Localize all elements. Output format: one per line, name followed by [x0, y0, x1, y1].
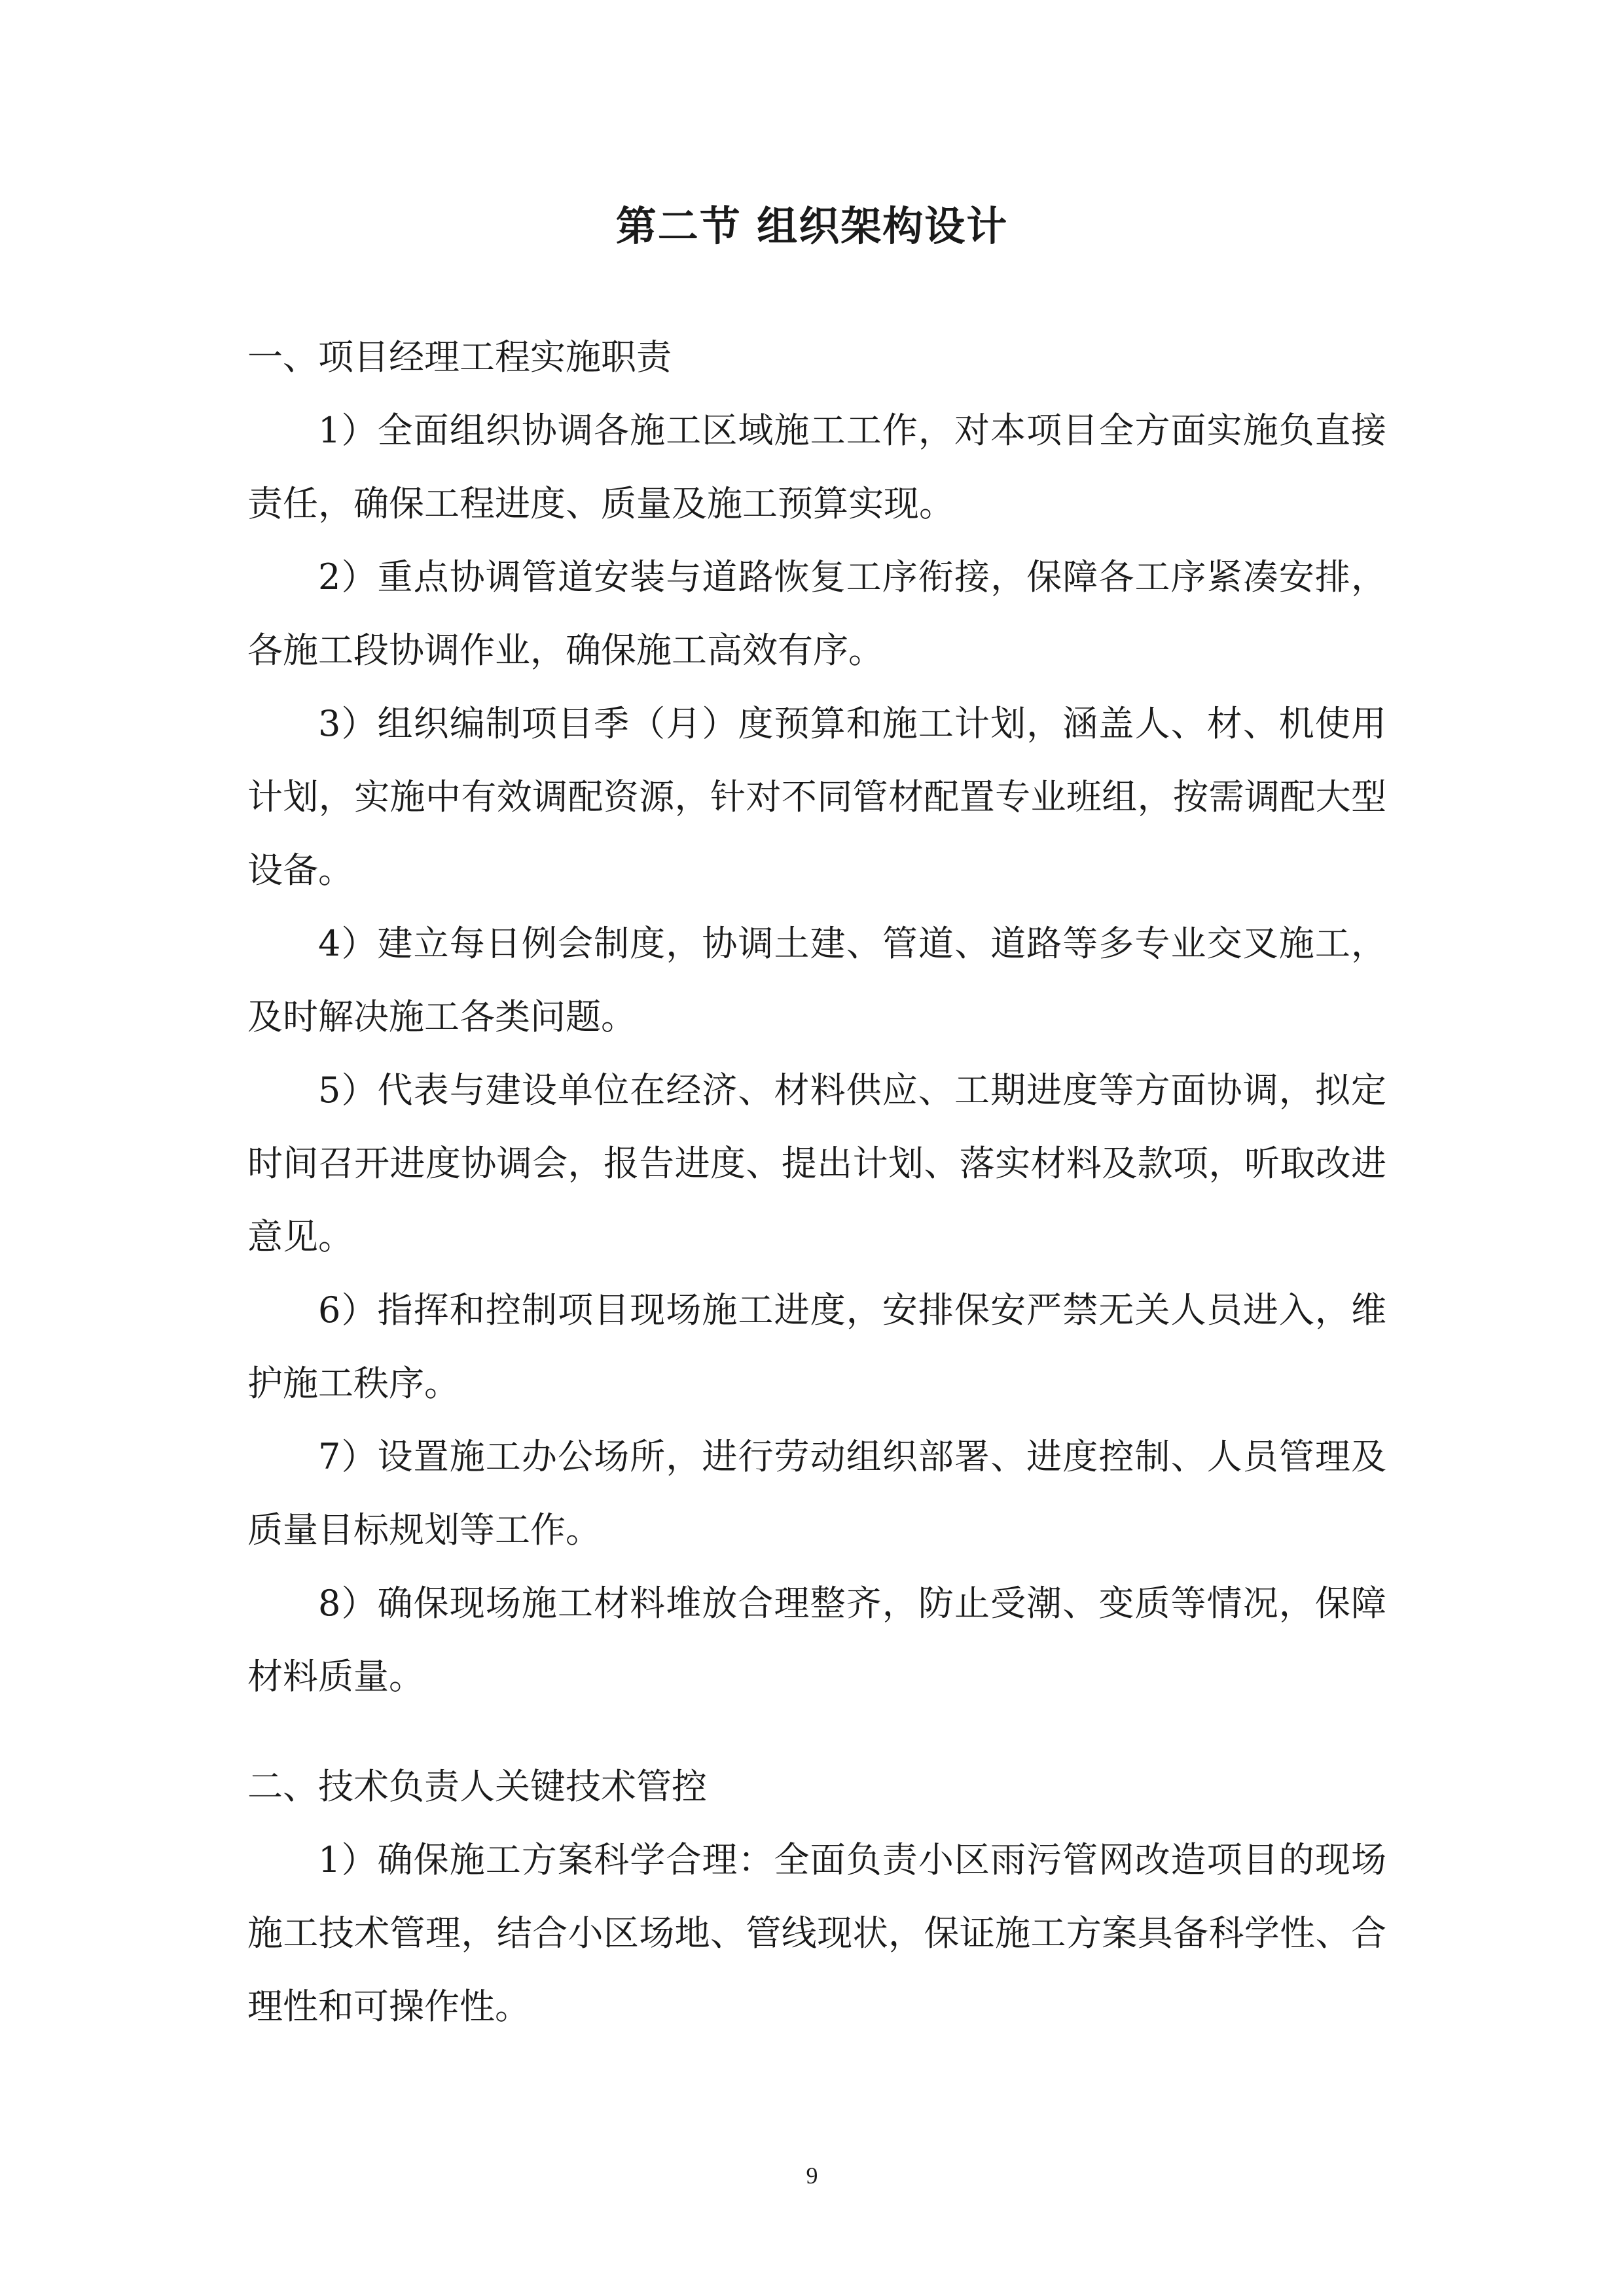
list-item: 3）组织编制项目季（月）度预算和施工计划，涵盖人、材、机使用计划，实施中有效调配资源，针对不同管材配置专业班组，按需调配大型设备。	[247, 703, 1386, 891]
section-title: 第二节 组织架构设计	[615, 202, 1009, 250]
document-body	[247, 321, 1386, 2043]
list-item: 5）代表与建设单位在经济、材料供应、工期进度等方面协调，拟定时间召开进度协调会，报告进度、提出计划、落实材料及款项，听取改进意见。	[247, 1069, 1386, 1257]
list-item: 1）全面组织协调各施工区域施工工作，对本项目全方面实施负直接责任，确保工程进度、质量及施工预算实现。	[247, 410, 1386, 524]
list-item: 6）指挥和控制项目现场施工进度，安排保安严禁无关人员进入，维护施工秩序。	[247, 1289, 1386, 1404]
section-heading-1: 一、项目经理工程实施职责	[247, 336, 672, 378]
list-item: 7）设置施工办公场所，进行劳动组织部署、进度控制、人员管理及质量目标规划等工作。	[247, 1436, 1386, 1551]
list-item: 2）重点协调管道安装与道路恢复工序衔接，保障各工序紧凑安排，各施工段协调作业，确保施工高效有序。	[247, 556, 1386, 671]
list-item: 4）建立每日例会制度，协调土建、管道、道路等多专业交叉施工，及时解决施工各类问题。	[247, 923, 1386, 1037]
section-heading-2: 二、技术负责人关键技术管控	[247, 1766, 707, 1807]
page-number: 9	[806, 2162, 818, 2189]
list-item: 8）确保现场施工材料堆放合理整齐，防止受潮、变质等情况，保障材料质量。	[247, 1583, 1386, 1697]
list-item: 1）确保施工方案科学合理：全面负责小区雨污管网改造项目的现场施工技术管理，结合小区场地、管线现状，保证施工方案具备科学性、合理性和可操作性。	[247, 1839, 1386, 2027]
